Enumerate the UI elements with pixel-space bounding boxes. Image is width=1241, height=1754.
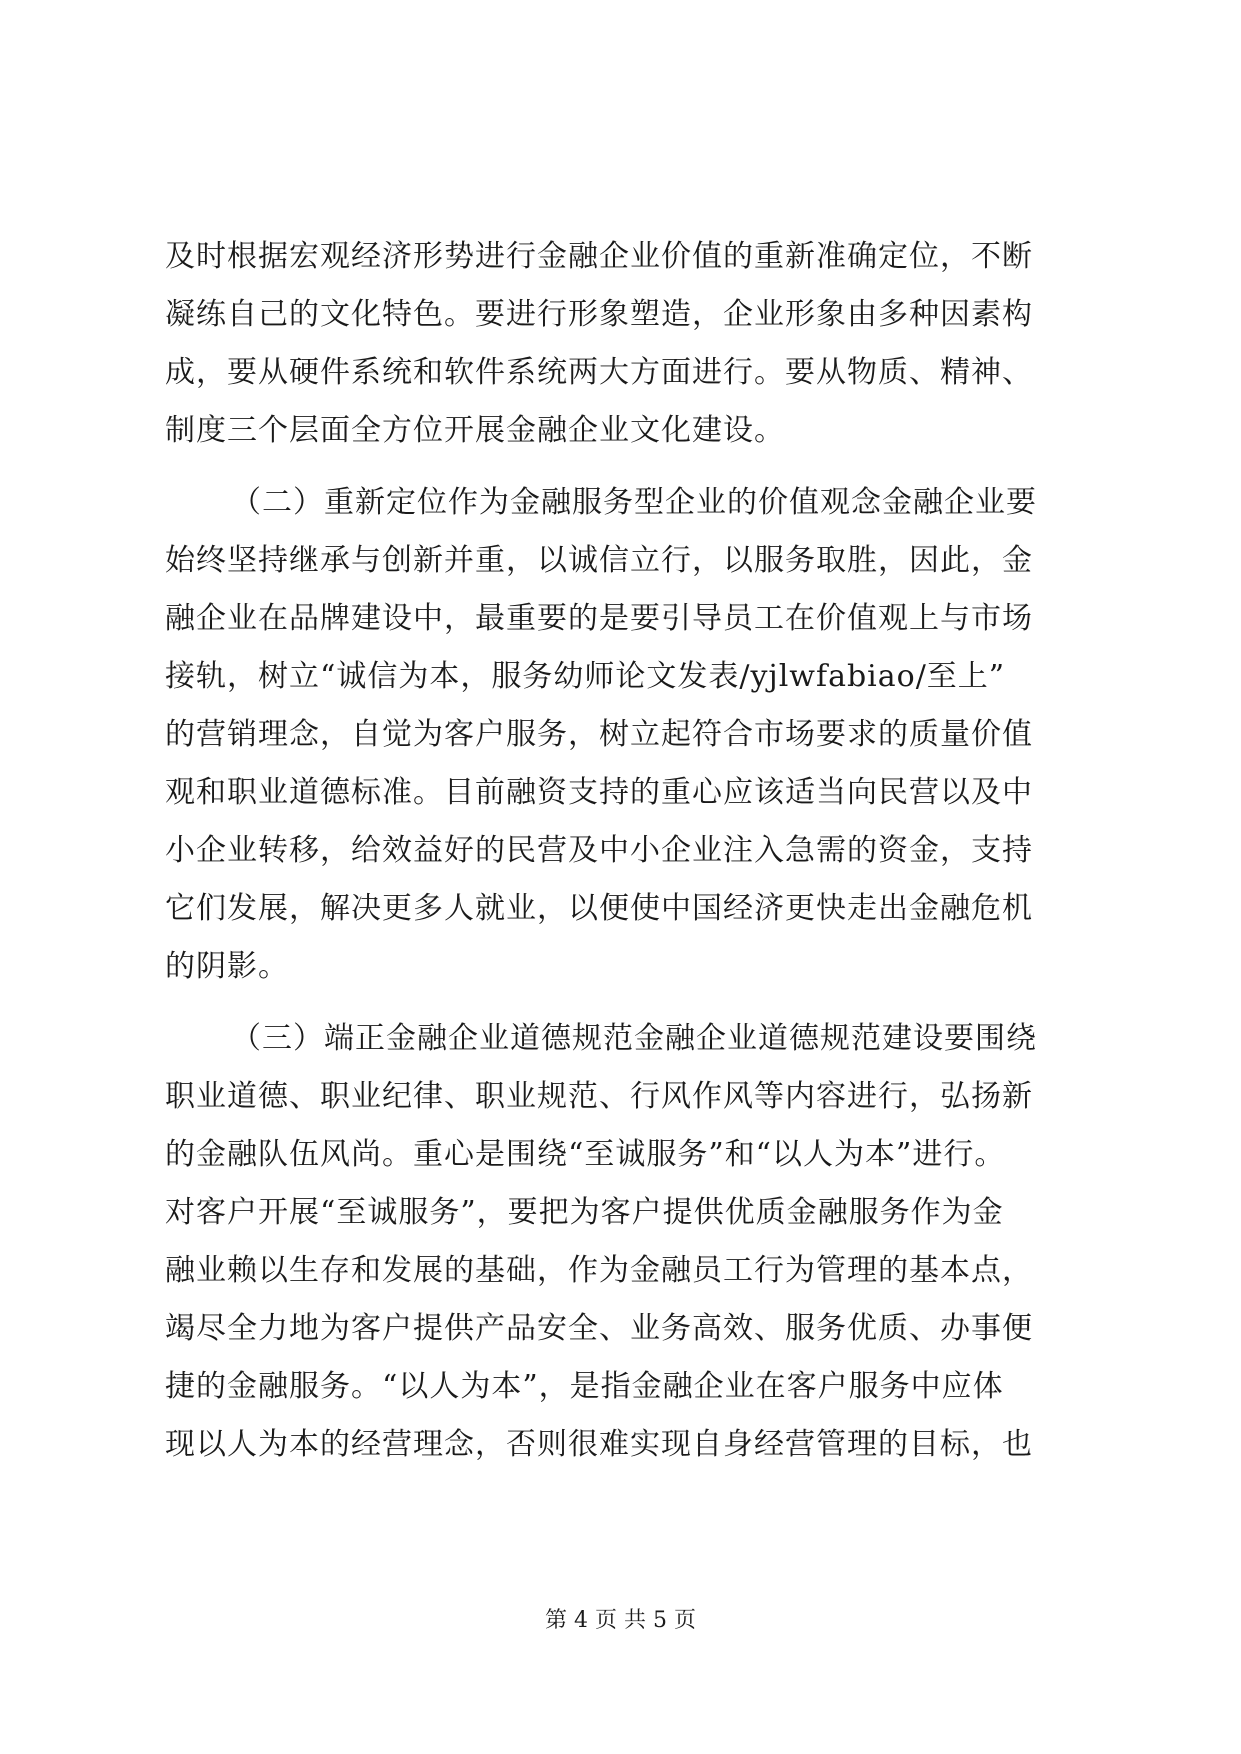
text-line: （二）重新定位作为金融服务型企业的价值观念金融企业要: [231, 485, 1037, 520]
text-line: 制度三个层面全方位开展金融企业文化建设。: [165, 413, 785, 448]
text-line: 成，要从硬件系统和软件系统两大方面进行。要从物质、精神、: [165, 355, 1033, 390]
text-line: 的营销理念，自觉为客户服务，树立起符合市场要求的质量价值: [165, 717, 1033, 752]
text-line: 的金融队伍风尚。重心是围绕“至诚服务”和“以人为本”进行。: [165, 1137, 1006, 1172]
text-line: 凝练自己的文化特色。要进行形象塑造，企业形象由多种因素构: [165, 297, 1033, 332]
text-line: 小企业转移，给效益好的民营及中小企业注入急需的资金，支持: [165, 833, 1033, 868]
text-line: 融业赖以生存和发展的基础，作为金融员工行为管理的基本点，: [165, 1253, 1033, 1288]
paragraph-spacer: [165, 996, 1085, 1010]
body-text: [165, 228, 1085, 1474]
text-line: 它们发展，解决更多人就业，以便使中国经济更快走出金融危机: [165, 891, 1033, 926]
text-line: （三）端正金融企业道德规范金融企业道德规范建设要围绕: [231, 1021, 1037, 1056]
text-line: 接轨，树立“诚信为本，服务幼师论文发表/yjlwfabiao/至上”: [165, 659, 1006, 694]
paragraph-1: [165, 228, 1085, 460]
text-line: 融企业在品牌建设中，最重要的是要引导员工在价值观上与市场: [165, 601, 1033, 636]
text-line: 对客户开展“至诚服务”，要把为客户提供优质金融服务作为金: [165, 1195, 1004, 1230]
text-line: 始终坚持继承与创新并重，以诚信立行，以服务取胜，因此，金: [165, 543, 1033, 578]
text-line: 职业道德、职业纪律、职业规范、行风作风等内容进行，弘扬新: [165, 1079, 1033, 1114]
text-line: 观和职业道德标准。目前融资支持的重心应该适当向民营以及中: [165, 775, 1033, 810]
paragraph-2: [165, 474, 1085, 996]
paragraph-spacer: [165, 460, 1085, 474]
text-line: 现以人为本的经营理念，否则很难实现自身经营管理的目标，也: [165, 1427, 1033, 1462]
text-line: 竭尽全力地为客户提供产品安全、业务高效、服务优质、办事便: [165, 1311, 1033, 1346]
page-number-footer: 第 4 页 共 5 页: [545, 1608, 696, 1633]
text-line: 捷的金融服务。“以人为本”，是指金融企业在客户服务中应体: [165, 1369, 1004, 1404]
text-line: 及时根据宏观经济形势进行金融企业价值的重新准确定位，不断: [165, 239, 1033, 274]
paragraph-3: [165, 1010, 1085, 1474]
text-line: 的阴影。: [165, 949, 289, 984]
